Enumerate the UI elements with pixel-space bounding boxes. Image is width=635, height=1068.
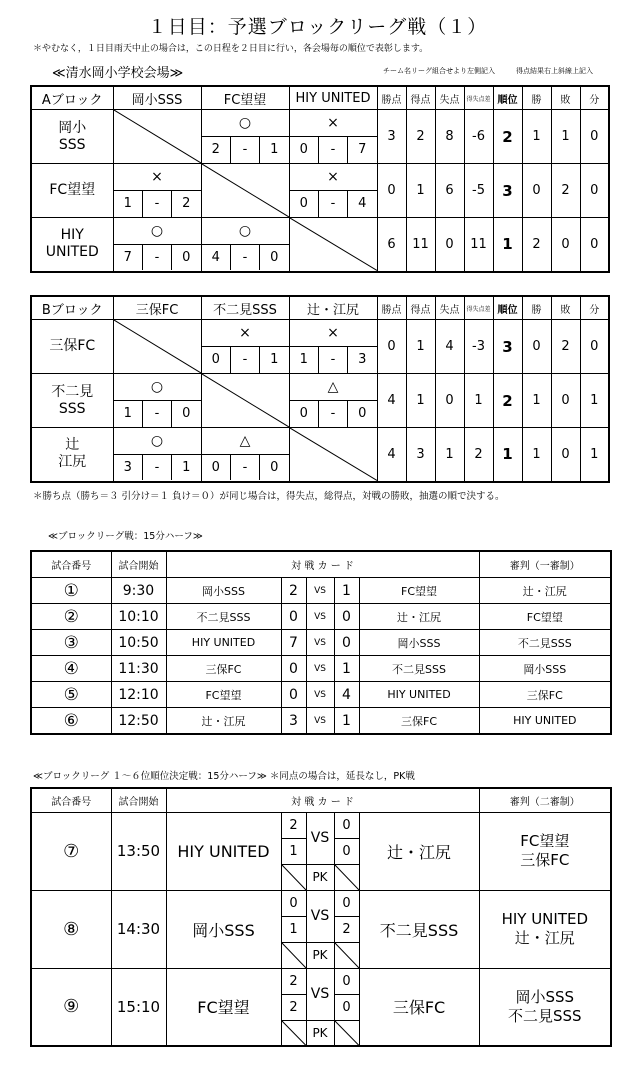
stat-value: 2 [493,374,522,428]
team-header: FC望望 [201,86,289,110]
stat-value: 11 [406,218,435,272]
rain-note: ＊やむなく，１日目雨天中止の場合は，この日程を２日目に行い，各会場毎の順位で表彰します。 [33,44,429,54]
diagonal-cell [201,164,289,218]
match-time: 9:30 [111,578,166,604]
score-left: 0 [202,347,231,373]
result-cell [113,374,201,428]
block-b-table [30,295,610,483]
away-score-2: 0 [334,994,359,1020]
vs-label: VS [306,968,334,1020]
score-right: 0 [270,460,279,475]
result-cell [113,218,201,272]
league-schedule-table [30,550,612,735]
score-right: 1 [270,142,279,158]
home-score-2: 1 [281,838,306,864]
row-team-name-line2: SSS [58,400,86,417]
diagonal-cell [289,218,377,272]
stat-value: 1 [406,320,435,374]
row-team-name-line2: SSS [58,136,86,153]
stat-value: 1 [493,428,522,482]
stat-value: 0 [377,164,406,218]
vs-label: VS [306,812,334,864]
tiebreak-note: ＊勝ち点（勝ち＝３ 引分け＝１ 負け＝０）が同じ場合は，得失点，総得点，対戦の勝敗，抽選の順で決する。 [33,491,505,502]
home-score: 0 [281,656,306,682]
result-cell [289,164,377,218]
stat-value: -3 [464,320,493,374]
result-cell [201,320,289,374]
score-left: 1 [114,191,143,217]
result-mark: ○ [202,218,289,244]
stat-value: 8 [435,110,464,164]
result-cell [113,164,201,218]
match-number: ⑧ [31,890,111,968]
home-score: 0 [281,604,306,630]
result-mark: ○ [114,218,201,244]
score-dash: - [231,244,260,270]
away-score: 1 [334,578,359,604]
pk-blank-left [281,942,306,968]
score-dash: - [143,401,172,427]
score-dash: - [143,454,172,480]
match-number: ① [31,578,111,604]
result-cell [289,374,377,428]
stat-header: 敗 [551,296,580,320]
stat-value: 1 [406,374,435,428]
referee-1: HIY UNITED [501,910,589,928]
stat-value: 1 [493,218,522,272]
row-team-name [31,374,113,428]
stat-header: 分 [580,296,609,320]
away-score: 4 [334,682,359,708]
match-time: 10:50 [111,630,166,656]
stat-value: 1 [551,110,580,164]
score-right: 0 [270,250,279,265]
away-team: 不二見SSS [359,656,479,682]
diagonal-cell [289,428,377,482]
row-team-name [31,164,113,218]
stat-header: 勝 [522,296,551,320]
stat-value: 0 [580,164,609,218]
league-caption: ≪ブロックリーグ戦：15分ハーフ≫ [48,531,203,542]
match-time: 14:30 [111,890,166,968]
away-score-2: 2 [334,916,359,942]
referee-1: 岡小SSS [515,987,575,1006]
row-team-name [31,218,113,272]
stat-value: 0 [580,320,609,374]
row-team-name-line1: 辻 [65,437,80,454]
diagonal-cell [113,110,201,164]
home-team: 三保FC [166,656,281,682]
score-left: 0 [290,137,319,163]
result-cell [201,110,289,164]
stat-value: 4 [377,428,406,482]
stat-value: 0 [435,374,464,428]
header-match-no: 試合番号 [31,551,111,578]
final-schedule-table [30,787,612,1047]
score-left: 0 [290,191,319,217]
stat-value: 0 [522,320,551,374]
result-mark: ○ [114,375,201,401]
home-score-2: 1 [281,916,306,942]
stat-value: 0 [377,320,406,374]
home-team: FC望望 [166,682,281,708]
match-time: 12:10 [111,682,166,708]
result-mark: × [114,165,201,191]
stat-header: 得点 [406,86,435,110]
header-start: 試合開始 [111,788,166,812]
row-team-name-line2: 江尻 [58,454,87,471]
score-dash: - [319,137,348,163]
stat-header: 敗 [551,86,580,110]
stat-value: 1 [435,428,464,482]
home-team: 辻・江尻 [166,708,281,735]
match-time: 13:50 [111,812,166,890]
stat-header: 勝点 [377,86,406,110]
row-team-name-line1: 三保FC [49,338,96,354]
away-score: 1 [334,708,359,735]
stat-header: 分 [580,86,609,110]
away-team: 岡小SSS [359,630,479,656]
result-cell [201,218,289,272]
match-number: ③ [31,630,111,656]
score-right: 3 [358,352,367,368]
header-ref: 審判（一審制） [479,551,611,578]
vs-label: VS [306,682,334,708]
pk-blank-right [334,864,359,890]
vs-label: VS [306,630,334,656]
stat-value: 2 [406,110,435,164]
stat-header: 失点 [435,86,464,110]
vs-label: VS [306,604,334,630]
stat-header: 得失点差 [464,86,493,110]
header-card: 対 戦 カ ー ド [166,788,479,812]
final-caption: ≪ブロックリーグ １〜６位順位決定戦：15分ハーフ≫ ＊同点の場合は，延長なし，PK戦 [33,771,415,782]
score-left: 3 [114,454,143,480]
match-number: ② [31,604,111,630]
pk-label: PK [306,942,334,968]
referees [479,968,611,1046]
away-team: 辻・江尻 [359,812,479,890]
home-score: 3 [281,708,306,735]
pk-label: PK [306,1020,334,1046]
stat-value: 11 [464,218,493,272]
match-time: 15:10 [111,968,166,1046]
score-dash: - [319,191,348,217]
stat-value: 0 [580,218,609,272]
score-right: 1 [270,352,279,368]
stat-header: 得失点差 [464,296,493,320]
stat-value: 1 [580,374,609,428]
diagonal-cell [201,374,289,428]
stat-value: 1 [580,428,609,482]
stat-header: 順位 [493,86,522,110]
result-mark: △ [290,375,377,401]
score-right: 7 [358,142,367,158]
match-time: 12:50 [111,708,166,735]
stat-value: 2 [551,320,580,374]
stat-value: 6 [377,218,406,272]
referee: FC望望 [479,604,611,630]
referee: 三保FC [479,682,611,708]
stat-value: 1 [522,374,551,428]
result-mark: ○ [114,428,201,454]
stat-value: 6 [435,164,464,218]
score-dash: - [143,244,172,270]
score-right: 0 [358,406,367,422]
result-cell [289,110,377,164]
score-left: 1 [290,347,319,373]
score-right: 1 [182,460,191,475]
stat-value: 3 [406,428,435,482]
referee-1: FC望望 [520,832,570,850]
referees [479,812,611,890]
score-left: 4 [202,244,231,270]
score-left: 7 [114,244,143,270]
match-number: ⑦ [31,812,111,890]
stat-header: 得点 [406,296,435,320]
home-score-1: 2 [281,968,306,994]
stat-header: 失点 [435,296,464,320]
match-number: ⑨ [31,968,111,1046]
score-right: 0 [182,406,191,422]
stat-value: 0 [551,374,580,428]
home-team: 岡小SSS [166,890,281,968]
score-left: 0 [290,401,319,427]
referees [479,890,611,968]
match-time: 10:10 [111,604,166,630]
pk-blank-left [281,1020,306,1046]
match-time: 11:30 [111,656,166,682]
score-dash: - [231,347,260,373]
away-team: HIY UNITED [359,682,479,708]
stat-value: 0 [522,164,551,218]
stat-value: 3 [377,110,406,164]
score-dash: - [143,191,172,217]
score-right: 4 [358,196,367,212]
result-mark: ○ [202,111,289,137]
away-score: 0 [334,630,359,656]
result-mark: × [290,165,377,191]
result-mark: × [290,321,377,347]
team-header: HIY UNITED [289,86,377,110]
page-title: １日目：予選ブロックリーグ戦（１） [147,16,488,38]
away-score-2: 0 [334,838,359,864]
diagonal-cell [113,320,201,374]
score-left: 0 [202,454,231,480]
score-right: 0 [182,250,191,265]
stat-value: 1 [522,428,551,482]
match-number: ⑤ [31,682,111,708]
stat-value: 2 [493,110,522,164]
result-cell [113,428,201,482]
stat-header: 勝点 [377,296,406,320]
row-team-name-line2: UNITED [45,244,99,261]
away-score: 0 [334,604,359,630]
score-dash: - [231,454,260,480]
header-card: 対 戦 カ ー ド [166,551,479,578]
team-header: 岡小SSS [113,86,201,110]
header-ref: 審判（二審制） [479,788,611,812]
home-team: HIY UNITED [166,630,281,656]
block-label: Bブロック [31,296,113,320]
stat-value: 4 [377,374,406,428]
pk-blank-right [334,942,359,968]
home-score: 7 [281,630,306,656]
block-label: Aブロック [31,86,113,110]
note-right-2: 得点結果右上斜線上記入 [516,67,593,75]
referee-2: 三保FC [520,851,570,869]
result-mark: × [290,111,377,137]
pk-label: PK [306,864,334,890]
referee: 辻・江尻 [479,578,611,604]
referee-2: 辻・江尻 [514,929,575,947]
stat-value: -6 [464,110,493,164]
vs-label: VS [306,656,334,682]
result-cell [201,428,289,482]
note-right-1: チーム名リーグ組合せより左側記入 [383,67,495,75]
row-team-name-line1: HIY [60,227,84,244]
score-right: 2 [182,196,191,212]
away-team: 三保FC [359,708,479,735]
row-team-name [31,110,113,164]
score-left: 1 [114,401,143,427]
row-team-name-line1: 不二見 [51,383,94,400]
match-number: ④ [31,656,111,682]
stat-header: 順位 [493,296,522,320]
row-team-name [31,320,113,374]
row-team-name-line1: FC望望 [49,182,96,198]
result-mark: × [202,321,289,347]
home-team: FC望望 [166,968,281,1046]
stat-value: 3 [493,164,522,218]
team-header: 不二見SSS [201,296,289,320]
stat-value: 4 [435,320,464,374]
match-number: ⑥ [31,708,111,735]
row-team-name-line1: 岡小 [58,119,87,136]
vs-label: VS [306,578,334,604]
score-left: 2 [202,137,231,163]
stat-header: 勝 [522,86,551,110]
away-team: 不二見SSS [359,890,479,968]
venue-label: ≪清水岡小学校会場≫ [52,66,184,81]
stat-value: 2 [522,218,551,272]
home-score: 2 [281,578,306,604]
team-header: 三保FC [113,296,201,320]
result-cell [289,320,377,374]
stat-value: 2 [464,428,493,482]
away-score-1: 0 [334,812,359,838]
stat-value: 3 [493,320,522,374]
vs-label: VS [306,708,334,735]
home-team: HIY UNITED [166,812,281,890]
vs-label: VS [306,890,334,942]
result-mark: △ [202,428,289,454]
home-score-2: 2 [281,994,306,1020]
stat-value: 1 [406,164,435,218]
home-team: 岡小SSS [166,578,281,604]
home-score-1: 2 [281,812,306,838]
away-score-1: 0 [334,890,359,916]
home-score: 0 [281,682,306,708]
row-team-name [31,428,113,482]
away-score: 1 [334,656,359,682]
stat-value: 1 [522,110,551,164]
referee: 岡小SSS [479,656,611,682]
away-score-1: 0 [334,968,359,994]
pk-blank-right [334,1020,359,1046]
team-header: 辻・江尻 [289,296,377,320]
referee: HIY UNITED [479,708,611,735]
away-team: FC望望 [359,578,479,604]
away-team: 辻・江尻 [359,604,479,630]
stat-value: 0 [551,218,580,272]
pk-blank-left [281,864,306,890]
score-dash: - [231,137,260,163]
away-team: 三保FC [359,968,479,1046]
stat-value: 2 [551,164,580,218]
stat-value: 1 [464,374,493,428]
header-start: 試合開始 [111,551,166,578]
home-score-1: 0 [281,890,306,916]
score-dash: - [319,347,348,373]
block-a-table [30,85,610,273]
score-dash: - [319,401,348,427]
referee-2: 不二見SSS [508,1006,582,1025]
header-match-no: 試合番号 [31,788,111,812]
stat-value: 0 [551,428,580,482]
stat-value: -5 [464,164,493,218]
stat-value: 0 [435,218,464,272]
referee: 不二見SSS [479,630,611,656]
stat-value: 0 [580,110,609,164]
home-team: 不二見SSS [166,604,281,630]
